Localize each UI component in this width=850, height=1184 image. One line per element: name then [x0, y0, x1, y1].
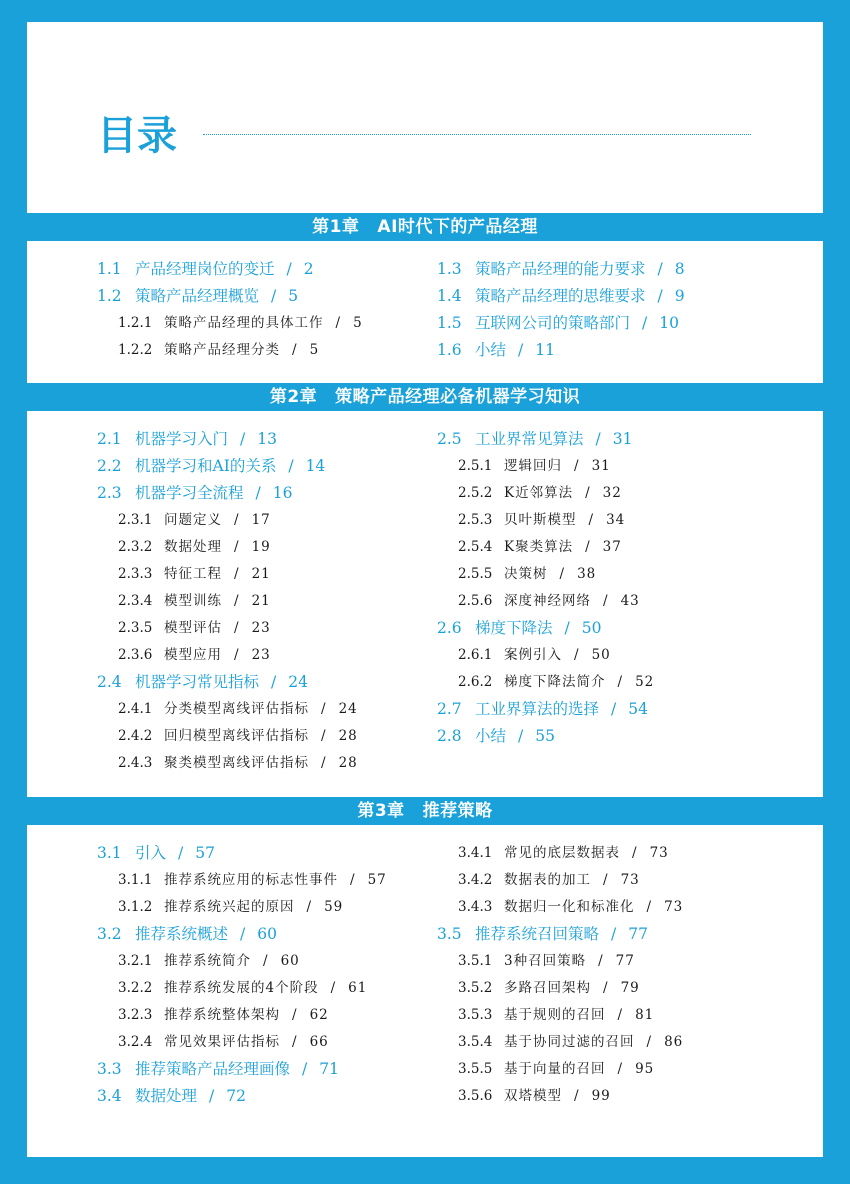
toc-page-number: 61 — [348, 980, 368, 996]
toc-entry-title: 机器学习常见指标 — [135, 673, 260, 691]
toc-entry-title: 工业界常见算法 — [475, 430, 584, 448]
toc-page-number: 52 — [635, 674, 655, 690]
toc-entry-title: 机器学习和AI的关系 — [135, 457, 277, 475]
toc-page-number: 28 — [338, 755, 358, 771]
toc-subsection-entry[interactable] — [97, 534, 358, 561]
toc-separator: / — [642, 314, 648, 332]
toc-column-left — [97, 426, 358, 777]
toc-separator: / — [288, 457, 294, 475]
toc-entry-title: 基于协同过滤的召回 — [504, 1034, 635, 1050]
toc-separator: / — [234, 512, 240, 528]
toc-entry-title: 策略产品经理的具体工作 — [164, 315, 324, 331]
toc-separator: / — [646, 899, 653, 915]
toc-entry-title: 逻辑回归 — [504, 458, 562, 474]
toc-entry-number: 2.3.1 — [118, 512, 153, 528]
toc-entry-number: 1.2 — [97, 287, 122, 305]
toc-subsection-entry[interactable] — [437, 588, 654, 615]
toc-entry-number: 3.5.3 — [458, 1007, 493, 1023]
toc-entry-number: 1.6 — [437, 341, 462, 359]
toc-subsection-entry[interactable] — [97, 1029, 387, 1056]
toc-page-number: 72 — [226, 1087, 246, 1105]
toc-subsection-entry[interactable] — [437, 669, 654, 696]
toc-entry-number: 3.1.1 — [118, 872, 153, 888]
toc-subsection-entry[interactable] — [437, 561, 654, 588]
toc-entry-number: 2.3.4 — [118, 593, 153, 609]
toc-subsection-entry[interactable] — [97, 750, 358, 777]
toc-entry-title: 数据表的加工 — [504, 872, 591, 888]
toc-entry-title: 策略产品经理的思维要求 — [475, 287, 646, 305]
toc-entry-title: 机器学习入门 — [135, 430, 229, 448]
toc-entry-title: 策略产品经理分类 — [164, 342, 280, 358]
toc-entry-title: 基于规则的召回 — [504, 1007, 606, 1023]
toc-entry-number: 3.3 — [97, 1060, 122, 1078]
toc-separator: / — [240, 430, 246, 448]
toc-section-entry[interactable] — [437, 921, 683, 948]
toc-separator: / — [617, 1007, 624, 1023]
toc-entry-title: 深度神经网络 — [504, 593, 591, 609]
toc-page-number: 57 — [367, 872, 387, 888]
toc-separator: / — [611, 925, 617, 943]
toc-entry-number: 3.5.6 — [458, 1088, 493, 1104]
chapter-number: 第2章 — [269, 387, 318, 407]
toc-separator: / — [646, 1034, 653, 1050]
toc-entry-title: 推荐系统应用的标志性事件 — [164, 872, 338, 888]
toc-entry-title: 推荐系统召回策略 — [475, 925, 600, 943]
toc-separator: / — [611, 700, 617, 718]
toc-separator: / — [617, 1061, 624, 1077]
toc-section-entry[interactable] — [97, 426, 358, 453]
toc-separator: / — [302, 1060, 308, 1078]
toc-separator: / — [209, 1087, 215, 1105]
toc-entry-title: 小结 — [475, 727, 507, 745]
toc-entry-title: 案例引入 — [504, 647, 562, 663]
toc-entry-title: 梯度下降法 — [475, 619, 553, 637]
chapter-number: 第3章 — [357, 801, 405, 821]
chapter-title: 策略产品经理必备机器学习知识 — [335, 387, 581, 407]
toc-entry-title: 推荐系统简介 — [164, 953, 251, 969]
toc-column-right — [437, 256, 685, 364]
toc-entry-title: 推荐系统兴起的原因 — [164, 899, 295, 915]
toc-entry-number: 3.2 — [97, 925, 122, 943]
toc-entry-number: 2.5.6 — [458, 593, 493, 609]
toc-entry-title: K近邻算法 — [504, 485, 574, 501]
toc-page-number: 8 — [674, 260, 685, 278]
toc-entry-number: 1.3 — [437, 260, 462, 278]
toc-section-entry[interactable] — [437, 310, 685, 337]
toc-entry-number: 2.2 — [97, 457, 122, 475]
toc-separator: / — [263, 953, 269, 969]
toc-column-right — [437, 426, 654, 750]
toc-subsection-entry[interactable] — [97, 696, 358, 723]
toc-separator: / — [234, 647, 240, 663]
toc-entry-number: 1.5 — [437, 314, 462, 332]
toc-entry-number: 2.4 — [97, 673, 122, 691]
toc-entry-number: 2.3 — [97, 484, 122, 502]
toc-entry-number: 3.2.1 — [118, 953, 153, 969]
toc-page-number: 19 — [251, 539, 271, 555]
toc-page-number: 95 — [635, 1061, 655, 1077]
chapter-title: 推荐策略 — [422, 801, 493, 821]
toc-entry-number: 3.1.2 — [118, 899, 153, 915]
toc-page-number: 71 — [319, 1060, 339, 1078]
toc-subsection-entry[interactable] — [97, 337, 363, 364]
toc-page-number: 57 — [195, 844, 215, 862]
toc-subsection-entry[interactable] — [97, 642, 358, 669]
toc-separator: / — [518, 341, 524, 359]
toc-entry-number: 2.5.2 — [458, 485, 493, 501]
chapter-header — [27, 214, 823, 241]
toc-entry-title: 数据处理 — [164, 539, 222, 555]
toc-separator: / — [518, 727, 524, 745]
toc-entry-number: 3.4.1 — [458, 845, 493, 861]
toc-entry-title: 常见效果评估指标 — [164, 1034, 280, 1050]
toc-entry-number: 2.5 — [437, 430, 462, 448]
toc-column-left — [97, 840, 387, 1110]
toc-entry-title: 小结 — [475, 341, 507, 359]
toc-entry-title: 贝叶斯模型 — [504, 512, 577, 528]
toc-separator: / — [321, 701, 327, 717]
toc-subsection-entry[interactable] — [437, 507, 654, 534]
toc-separator: / — [240, 925, 246, 943]
chapter-toc-panel — [27, 825, 823, 1157]
title-dotted-rule — [203, 134, 751, 135]
toc-page-number: 73 — [620, 872, 640, 888]
toc-entry-number: 3.4.2 — [458, 872, 493, 888]
toc-subsection-entry[interactable] — [437, 1002, 683, 1029]
toc-page-number: 54 — [628, 700, 648, 718]
toc-entry-title: 互联网公司的策略部门 — [475, 314, 631, 332]
toc-separator: / — [574, 647, 580, 663]
toc-section-entry[interactable] — [437, 615, 654, 642]
toc-subsection-entry[interactable] — [97, 588, 358, 615]
toc-subsection-entry[interactable] — [97, 975, 387, 1002]
toc-separator: / — [598, 953, 604, 969]
toc-page-number: 43 — [620, 593, 640, 609]
toc-entry-title: 双塔模型 — [504, 1088, 562, 1104]
toc-separator: / — [321, 728, 327, 744]
toc-page-number: 24 — [338, 701, 358, 717]
toc-page-number: 79 — [620, 980, 640, 996]
toc-entry-number: 3.5.2 — [458, 980, 493, 996]
toc-subsection-entry[interactable] — [97, 867, 387, 894]
toc-entry-number: 2.6.1 — [458, 647, 493, 663]
toc-entry-number: 2.6.2 — [458, 674, 493, 690]
toc-page-number: 5 — [288, 287, 299, 305]
chapter-toc-panel — [27, 411, 823, 797]
toc-subsection-entry[interactable] — [97, 310, 363, 337]
toc-entry-title: 基于向量的召回 — [504, 1061, 606, 1077]
toc-separator: / — [292, 342, 298, 358]
toc-section-entry[interactable] — [97, 256, 363, 283]
toc-separator: / — [292, 1034, 298, 1050]
toc-entry-number: 2.1 — [97, 430, 122, 448]
toc-separator: / — [603, 872, 609, 888]
toc-entry-title: 推荐系统概述 — [135, 925, 229, 943]
toc-page-number: 28 — [338, 728, 358, 744]
toc-subsection-entry[interactable] — [97, 507, 358, 534]
toc-page-number: 31 — [591, 458, 611, 474]
toc-separator: / — [574, 1088, 580, 1104]
toc-page-number: 32 — [602, 485, 622, 501]
toc-column-left — [97, 256, 363, 364]
toc-separator: / — [271, 287, 277, 305]
toc-subsection-entry[interactable] — [437, 1056, 683, 1083]
toc-page-number: 2 — [303, 260, 314, 278]
toc-section-entry[interactable] — [97, 921, 387, 948]
toc-page-number: 5 — [353, 315, 363, 331]
toc-separator: / — [234, 593, 240, 609]
toc-separator: / — [292, 1007, 298, 1023]
toc-separator: / — [306, 899, 313, 915]
toc-page-number: 23 — [251, 620, 271, 636]
toc-section-entry[interactable] — [97, 283, 363, 310]
toc-subsection-entry[interactable] — [97, 615, 358, 642]
toc-page-number: 99 — [591, 1088, 611, 1104]
toc-separator: / — [559, 566, 566, 582]
toc-section-entry[interactable] — [97, 1056, 387, 1083]
toc-entry-title: 推荐系统发展的4个阶段 — [164, 980, 319, 996]
toc-page-number: 37 — [602, 539, 622, 555]
toc-separator: / — [350, 872, 356, 888]
title-panel — [27, 22, 823, 213]
toc-separator: / — [595, 430, 601, 448]
toc-subsection-entry[interactable] — [97, 894, 387, 921]
toc-entry-title: 分类模型离线评估指标 — [164, 701, 309, 717]
toc-entry-title: 聚类模型离线评估指标 — [164, 755, 309, 771]
toc-separator: / — [564, 619, 570, 637]
toc-section-entry[interactable] — [437, 283, 685, 310]
toc-separator: / — [330, 980, 337, 996]
chapter-toc-panel — [27, 241, 823, 383]
chapter-header — [27, 384, 823, 411]
toc-section-entry[interactable] — [97, 480, 358, 507]
toc-page-number: 62 — [309, 1007, 329, 1023]
toc-page-number: 24 — [288, 673, 308, 691]
toc-entry-number: 2.3.3 — [118, 566, 153, 582]
toc-page-number: 50 — [581, 619, 602, 637]
toc-entry-title: 推荐策略产品经理画像 — [135, 1060, 291, 1078]
toc-subsection-entry[interactable] — [437, 975, 683, 1002]
toc-entry-title: 多路召回架构 — [504, 980, 591, 996]
toc-subsection-entry[interactable] — [437, 894, 683, 921]
toc-subsection-entry[interactable] — [437, 453, 654, 480]
toc-separator: / — [632, 845, 638, 861]
toc-page-number: 60 — [257, 925, 277, 943]
toc-entry-number: 2.4.1 — [118, 701, 153, 717]
chapter-number: 第1章 — [312, 217, 360, 237]
toc-page-number: 86 — [664, 1034, 684, 1050]
toc-separator: / — [178, 844, 184, 862]
toc-separator: / — [286, 260, 292, 278]
toc-entry-number: 1.1 — [97, 260, 122, 278]
toc-entry-title: 引入 — [135, 844, 167, 862]
toc-subsection-entry[interactable] — [97, 1002, 387, 1029]
toc-entry-number: 2.8 — [437, 727, 462, 745]
toc-entry-title: 产品经理岗位的变迁 — [135, 260, 275, 278]
toc-subsection-entry[interactable] — [437, 534, 654, 561]
toc-page-number: 59 — [324, 899, 344, 915]
toc-entry-number: 3.4.3 — [458, 899, 493, 915]
toc-section-entry[interactable] — [437, 426, 654, 453]
toc-page-number: 9 — [674, 287, 685, 305]
toc-page-number: 23 — [251, 647, 271, 663]
toc-subsection-entry[interactable] — [437, 840, 683, 867]
toc-entry-title: 策略产品经理的能力要求 — [475, 260, 646, 278]
toc-entry-number: 2.4.2 — [118, 728, 153, 744]
toc-subsection-entry[interactable] — [437, 480, 654, 507]
toc-separator: / — [617, 674, 624, 690]
toc-subsection-entry[interactable] — [437, 948, 683, 975]
toc-page-number: 31 — [612, 430, 633, 448]
toc-entry-title: 常见的底层数据表 — [504, 845, 620, 861]
toc-entry-title: 模型应用 — [164, 647, 222, 663]
toc-entry-title: 机器学习全流程 — [135, 484, 244, 502]
toc-separator: / — [321, 755, 327, 771]
toc-separator: / — [234, 620, 240, 636]
toc-separator: / — [588, 512, 595, 528]
toc-page-number: 21 — [251, 593, 271, 609]
toc-page-number: 77 — [615, 953, 635, 969]
toc-entry-title: 模型评估 — [164, 620, 222, 636]
toc-entry-number: 2.5.3 — [458, 512, 493, 528]
page-title: 目录 — [97, 113, 177, 159]
toc-separator: / — [234, 566, 240, 582]
toc-separator: / — [603, 980, 609, 996]
toc-entry-number: 3.2.3 — [118, 1007, 153, 1023]
toc-separator: / — [585, 485, 591, 501]
toc-entry-title: 数据归一化和标准化 — [504, 899, 635, 915]
toc-entry-number: 2.4.3 — [118, 755, 153, 771]
toc-entry-title: 梯度下降法简介 — [504, 674, 606, 690]
toc-page-number: 81 — [635, 1007, 655, 1023]
toc-separator: / — [255, 484, 261, 502]
toc-entry-number: 3.4 — [97, 1087, 122, 1105]
toc-entry-number: 2.5.1 — [458, 458, 493, 474]
toc-page-number: 16 — [272, 484, 293, 502]
toc-page-number: 73 — [649, 845, 669, 861]
toc-page-number: 17 — [251, 512, 271, 528]
toc-section-entry[interactable] — [437, 696, 654, 723]
toc-entry-title: K聚类算法 — [504, 539, 574, 555]
toc-entry-title: 推荐系统整体架构 — [164, 1007, 280, 1023]
toc-section-entry[interactable] — [437, 337, 685, 364]
toc-entry-number: 3.2.2 — [118, 980, 153, 996]
toc-entry-title: 工业界算法的选择 — [475, 700, 600, 718]
toc-subsection-entry[interactable] — [97, 561, 358, 588]
toc-entry-title: 回归模型离线评估指标 — [164, 728, 309, 744]
toc-entry-title: 决策树 — [504, 566, 548, 582]
toc-entry-number: 2.3.2 — [118, 539, 153, 555]
toc-page-number: 55 — [535, 727, 555, 745]
toc-page-number: 77 — [628, 925, 648, 943]
toc-separator: / — [335, 315, 342, 331]
toc-entry-number: 1.2.1 — [118, 315, 153, 331]
toc-page-number: 11 — [535, 341, 555, 359]
toc-entry-number: 2.5.4 — [458, 539, 493, 555]
toc-entry-number: 3.2.4 — [118, 1034, 153, 1050]
toc-entry-number: 3.5.5 — [458, 1061, 493, 1077]
toc-page-number: 60 — [280, 953, 300, 969]
toc-entry-title: 问题定义 — [164, 512, 222, 528]
toc-entry-number: 1.2.2 — [118, 342, 153, 358]
toc-entry-number: 3.5.4 — [458, 1034, 493, 1050]
toc-separator: / — [585, 539, 591, 555]
toc-section-entry[interactable] — [97, 840, 387, 867]
toc-separator: / — [603, 593, 609, 609]
toc-entry-number: 2.5.5 — [458, 566, 493, 582]
toc-column-right — [437, 840, 683, 1110]
toc-page-number: 13 — [257, 430, 277, 448]
toc-entry-number: 2.3.6 — [118, 647, 153, 663]
toc-entry-title: 模型训练 — [164, 593, 222, 609]
toc-section-entry[interactable] — [97, 453, 358, 480]
toc-section-entry[interactable] — [97, 669, 358, 696]
toc-entry-title: 特征工程 — [164, 566, 222, 582]
toc-separator: / — [657, 287, 663, 305]
toc-entry-number: 2.6 — [437, 619, 462, 637]
toc-entry-number: 3.5.1 — [458, 953, 493, 969]
toc-entry-number: 2.3.5 — [118, 620, 153, 636]
toc-separator: / — [574, 458, 580, 474]
toc-separator: / — [234, 539, 240, 555]
chapter-title: AI时代下的产品经理 — [377, 217, 538, 237]
toc-page-number: 73 — [664, 899, 684, 915]
toc-page-number: 21 — [251, 566, 271, 582]
toc-page-number: 14 — [305, 457, 326, 475]
toc-page-number: 5 — [309, 342, 320, 358]
toc-page-number: 34 — [606, 512, 626, 528]
toc-page-number: 10 — [659, 314, 679, 332]
toc-entry-number: 2.7 — [437, 700, 462, 718]
toc-subsection-entry[interactable] — [97, 723, 358, 750]
toc-subsection-entry[interactable] — [437, 1083, 683, 1110]
toc-entry-title: 策略产品经理概览 — [135, 287, 260, 305]
toc-separator: / — [271, 673, 277, 691]
toc-entry-title: 数据处理 — [135, 1087, 198, 1105]
toc-page-number: 38 — [577, 566, 597, 582]
toc-subsection-entry[interactable] — [437, 642, 654, 669]
toc-section-entry[interactable] — [437, 256, 685, 283]
toc-separator: / — [657, 260, 663, 278]
toc-subsection-entry[interactable] — [437, 867, 683, 894]
toc-subsection-entry[interactable] — [97, 948, 387, 975]
toc-section-entry[interactable] — [97, 1083, 387, 1110]
toc-entry-number: 3.5 — [437, 925, 462, 943]
toc-entry-title: 3种召回策略 — [504, 953, 587, 969]
toc-section-entry[interactable] — [437, 723, 654, 750]
toc-subsection-entry[interactable] — [437, 1029, 683, 1056]
toc-entry-number: 3.1 — [97, 844, 122, 862]
toc-page-number: 50 — [591, 647, 611, 663]
chapter-header — [27, 798, 823, 825]
toc-page-number: 66 — [309, 1034, 329, 1050]
toc-entry-number: 1.4 — [437, 287, 462, 305]
